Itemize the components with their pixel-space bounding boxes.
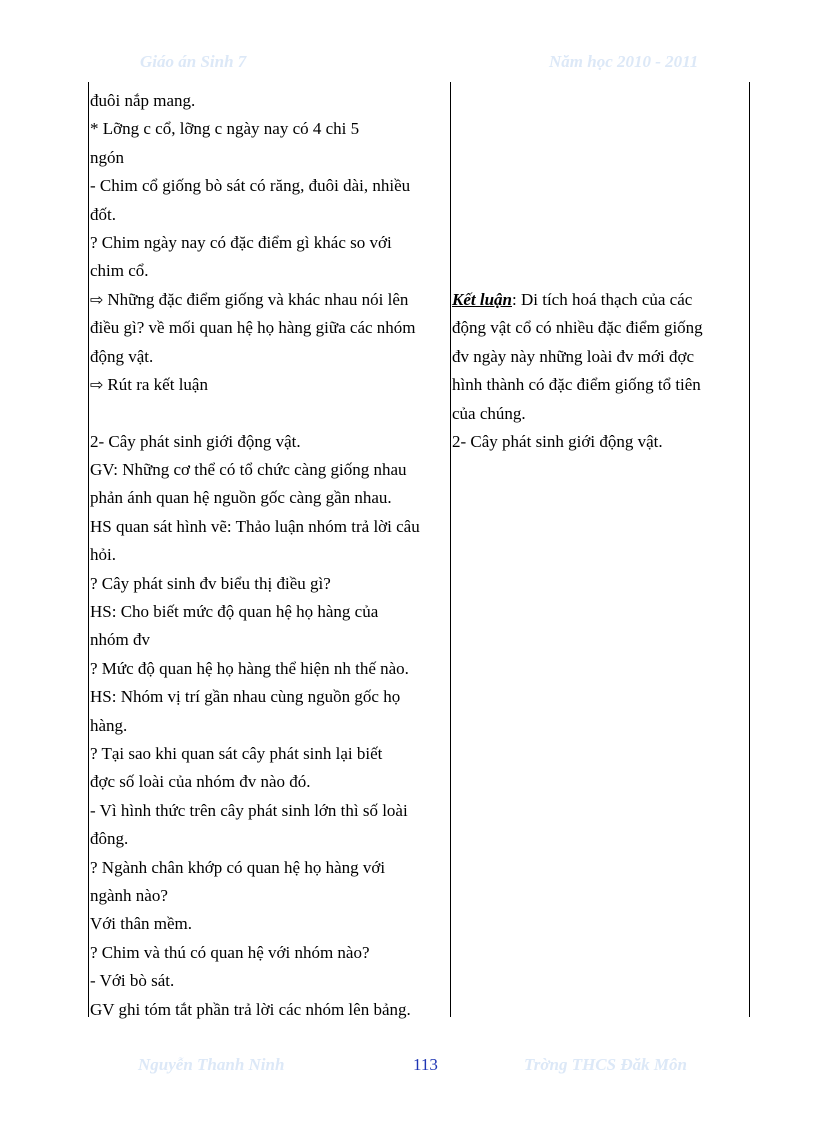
text-line: của chúng.: [452, 403, 526, 423]
text-line: đợc số loài của nhóm đv nào đó.: [90, 772, 311, 792]
text-line: : Di tích hoá thạch của các: [512, 290, 693, 309]
text-line: động vật.: [90, 346, 154, 366]
text-line: đốt.: [90, 204, 116, 224]
text-line: GV: Những cơ thể có tổ chức càng giống nhau: [90, 460, 407, 480]
text-line: ngành nào?: [90, 885, 168, 905]
text-line: ? Chim và thú có quan hệ với nhóm nào?: [90, 942, 370, 962]
footer-author: Nguyễn Thanh Ninh: [138, 1055, 285, 1074]
text-line: GV ghi tóm tắt phần trả lời các nhóm lên bảng.: [90, 999, 411, 1019]
text-line: ? Tại sao khi quan sát cây phát sinh lại biết: [90, 743, 383, 763]
text-line: phản ánh quan hệ nguồn gốc càng gần nhau.: [90, 488, 392, 508]
header-left: Giáo án Sinh 7: [140, 52, 247, 71]
text-line: ? Cây phát sinh đv biểu thị điều gì?: [90, 573, 331, 593]
arrow-line: [90, 371, 452, 399]
text-line: ? Ngành chân khớp có quan hệ họ hàng với: [90, 857, 386, 877]
text-line: ? Mức độ quan hệ họ hàng thể hiện nh thế nào.: [90, 658, 409, 678]
text-line: hỏi.: [90, 545, 116, 565]
text-line: Những đặc điểm giống và khác nhau nói lên: [107, 289, 409, 309]
right-arrow-icon: ⇨: [90, 289, 104, 309]
text-line: đông.: [90, 829, 129, 849]
text-line: nhóm đv: [90, 630, 150, 650]
conclusion-label: Kết luận: [452, 290, 512, 309]
blank-line: [90, 399, 452, 427]
text-line: đuôi nắp mang.: [90, 91, 196, 110]
text-line: hình thành có đặc điểm giống tổ tiên: [452, 375, 701, 395]
arrow-line: [90, 286, 452, 314]
page-number: 113: [413, 1055, 438, 1074]
text-line: HS quan sát hình vẽ: Thảo luận nhóm trả lời câu: [90, 516, 420, 536]
text-line: Rút ra kết luận: [107, 374, 208, 394]
content-column: [452, 286, 742, 456]
text-line: hàng.: [90, 715, 128, 735]
section-title: 2- Cây phát sinh giới động vật.: [452, 431, 663, 451]
text-line: chim cổ.: [90, 261, 149, 281]
table-left-border: [88, 82, 89, 1017]
text-line: động vật cổ có nhiều đặc điểm giống: [452, 318, 703, 338]
footer-school: Trờng THCS Đăk Môn: [524, 1055, 687, 1074]
text-line: HS: Nhóm vị trí gần nhau cùng nguồn gốc họ: [90, 687, 401, 707]
section-title: 2- Cây phát sinh giới động vật.: [90, 431, 301, 451]
text-line: ? Chim ngày nay có đặc điểm gì khác so với: [90, 232, 392, 252]
text-line: - Chim cổ giống bò sát có răng, đuôi dài, nhiều: [90, 176, 411, 196]
table-right-border: [749, 82, 750, 1017]
text-line: * Lỡng c cổ, lỡng c ngày nay có 4 chi 5: [90, 119, 360, 139]
conclusion-line: [452, 286, 742, 314]
text-line: đv ngày này những loài đv mới đợc: [452, 346, 695, 366]
text-line: ngón: [90, 147, 124, 167]
right-arrow-icon: ⇨: [90, 374, 104, 394]
text-line: - Vì hình thức trên cây phát sinh lớn thì số loài: [90, 800, 408, 820]
text-line: - Với bò sát.: [90, 971, 175, 991]
text-line: điều gì? về mối quan hệ họ hàng giữa các nhóm: [90, 318, 416, 338]
header-right: Năm học 2010 - 2011: [549, 52, 699, 71]
text-line: HS: Cho biết mức độ quan hệ họ hàng của: [90, 602, 379, 622]
activity-column: [90, 87, 452, 1024]
text-line: Với thân mềm.: [90, 914, 192, 934]
